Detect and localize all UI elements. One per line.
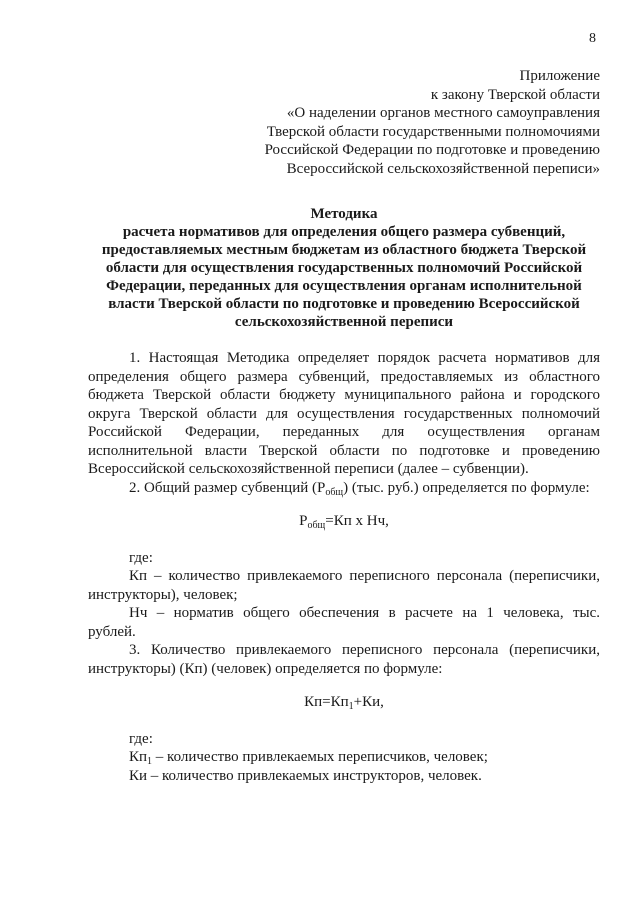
paragraph-3 [88,641,600,678]
page-number: 8 [589,31,596,46]
title-line: предоставляемых местным бюджетам из областного бюджета Тверской [101,242,587,258]
definition-line: рублей. [88,623,136,640]
formula-total-subvention [88,512,600,531]
subscript: 1 [147,756,153,767]
paragraph-line: Всероссийской сельскохозяйственной переписи (далее – субвенции). [88,461,529,477]
paragraph-line: Российской Федерации, переданных для осуществления органам [88,424,600,440]
definition-nch [88,604,600,641]
paragraph-line: исполнительной власти Тверской области по подготовке и проведению [88,442,600,459]
formula-personnel [88,693,600,712]
subscript: общ [307,520,326,531]
paragraph-line: 1. Настоящая Методика определяет порядок расчета нормативов для [129,350,600,366]
definition-line: Кп – количество привлекаемого переписного персонала (переписчики, [129,568,600,584]
paragraph-line: 3. Количество привлекаемого переписного персонала (переписчики, [129,642,600,658]
definition-line: Нч – норматив общего обеспечения в расчете на 1 человека, тыс. [129,605,600,621]
appendix-header [180,67,600,178]
title-line: Федерации, переданных для осуществления органам исполнительной [106,278,582,294]
document-body [88,349,600,785]
paragraph-line: бюджета Тверской области бюджету муниципального района и городского [88,387,600,403]
title-line: сельскохозяйственной переписи [234,314,454,330]
paragraph-line: инструкторы) (Кп) (человек) определяется по формуле: [88,660,443,677]
paragraph-2 [88,479,600,498]
title-line: расчета нормативов для определения общего размера субвенций, [122,224,566,240]
title-line: области для осуществления государственных полномочий Российской [105,260,583,276]
definition-kp [88,567,600,604]
paragraph-2-text: 2. Общий размер субвенций (Р [129,479,326,496]
title-line: власти Тверской области по подготовке и проведению Всероссийской [108,296,580,312]
definition-text: Кп [129,749,148,765]
subscript: общ [325,486,344,498]
appendix-line: Российской Федерации по подготовке и проведению [264,142,600,158]
paragraph-line: округа Тверской области для осуществления государственных полномочий [88,405,600,422]
paragraph-1 [88,349,600,479]
paragraph-line: определения общего размера субвенций, предоставляемых из областного [88,368,600,385]
formula-text: Кп=Кп [304,694,349,710]
definition-text: – количество привлекаемых переписчиков, человек; [152,749,488,765]
appendix-line: «О наделении органов местного самоуправления [286,105,600,121]
definition-kp1 [88,748,600,767]
title-heading: Методика [310,206,378,222]
where-label: где: [129,730,153,747]
appendix-line: Тверской области государственными полномочиями [266,123,600,140]
appendix-line: Всероссийской сельскохозяйственной переписи» [286,160,600,177]
subscript: 1 [348,701,354,712]
appendix-line: Приложение [519,68,600,84]
where-label: где: [129,549,153,566]
paragraph-2-text: ) (тыс. руб.) определяется по формуле: [343,479,590,496]
formula-text: =Кп х Нч, [325,513,389,529]
formula-text: Р [299,513,308,529]
definition-line: инструкторы), человек; [88,586,238,603]
formula-text: +Ки, [353,694,384,710]
definition-ki: Ки – количество привлекаемых инструкторов, человек. [129,767,482,784]
document-title [88,205,600,331]
appendix-line: к закону Тверской области [430,86,600,103]
